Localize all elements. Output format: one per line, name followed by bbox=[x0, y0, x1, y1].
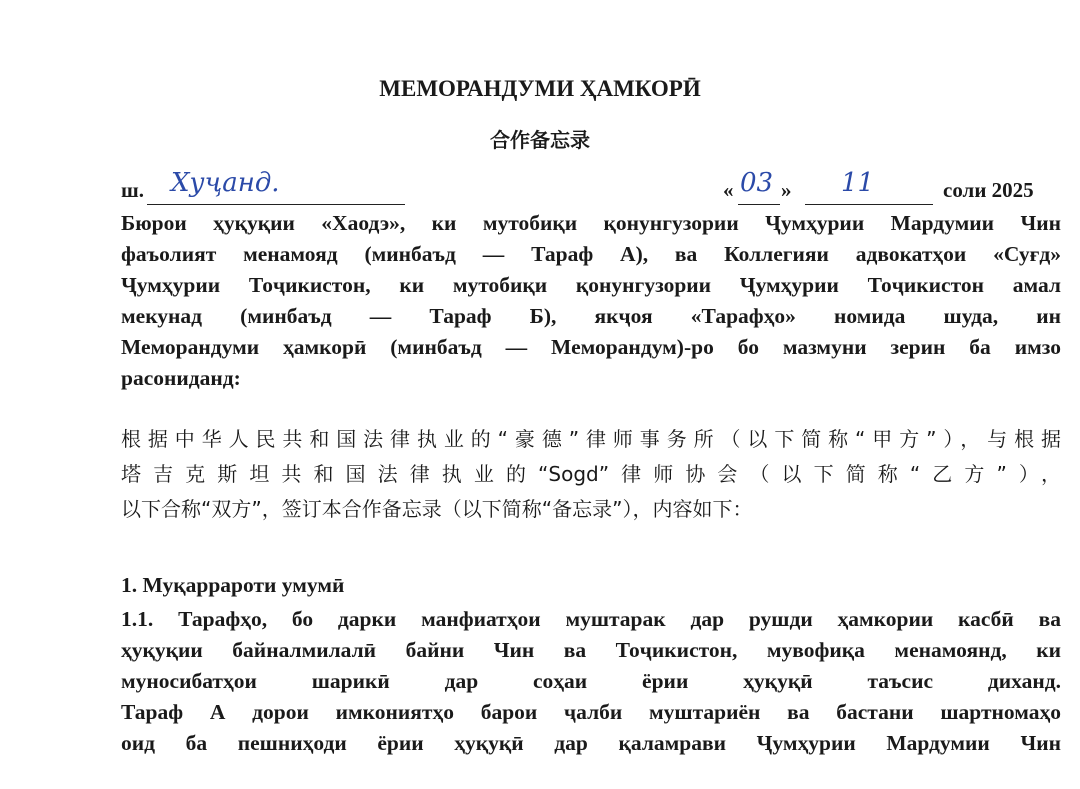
text-line: 1.1. Тарафҳо, бо дарки манфиатҳои муштарак дар рушди ҳамкории касбӣ ва bbox=[121, 607, 1061, 631]
text-line: 根据中华人民共和国法律执业的“豪德”律师事务所（以下简称“甲方”），与根据 bbox=[121, 427, 1061, 451]
intro-chinese bbox=[121, 422, 1061, 527]
text-line: Бюрои ҳуқуқии «Хаодэ», ки мутобиқи қонунгузории Ҷумҳурии Мардумии Чин bbox=[121, 211, 1061, 235]
date-month-field bbox=[805, 168, 933, 205]
place-label: ш. bbox=[121, 178, 144, 202]
text-line: 塔吉克斯坦共和国法律执业的“Sogd”律师协会（以下简称“乙方”）， bbox=[121, 462, 1061, 486]
title-chinese: 合作备忘录 bbox=[490, 128, 590, 152]
date-day-field bbox=[738, 168, 780, 205]
section-1-heading: 1. Муқаррароти умумӣ bbox=[121, 573, 345, 597]
date-close-quote: » bbox=[781, 178, 792, 202]
text-line: расониданд: bbox=[121, 366, 241, 390]
text-line: Тараф А дорои имкониятҳо барои ҷалби муштариён ва бастани шартномаҳо bbox=[121, 700, 1061, 724]
place-date-line bbox=[121, 168, 1080, 208]
date-open-quote: « bbox=[723, 178, 734, 202]
title-tajik: МЕМОРАНДУМИ ҲАМКОРӢ bbox=[379, 76, 701, 101]
place-handwritten: Хуҷанд. bbox=[171, 168, 280, 198]
text-line: оид ба пешниҳоди ёрии ҳуқуқӣ дар қаламрави Ҷумҳурии Мардумии Чин bbox=[121, 731, 1061, 755]
text-line: фаъолият менамояд (минбаъд — Тараф А), ва Коллегияи адвокатҳои «Суғд» bbox=[121, 242, 1061, 266]
section-1-1-text bbox=[121, 604, 1061, 759]
date-month-handwritten: 11 bbox=[841, 168, 875, 198]
text-line: ҳуқуқии байналмилалӣ байни Чин ва Тоҷикистон, мувофиқа менамоянд, ки bbox=[121, 638, 1061, 662]
place-field bbox=[147, 168, 405, 205]
date-year: соли 2025 bbox=[943, 178, 1034, 202]
intro-tajik bbox=[121, 208, 1061, 394]
text-line: Ҷумҳурии Тоҷикистон, ки мутобиқи қонунгузории Ҷумҳурии Тоҷикистон амал bbox=[121, 273, 1061, 297]
text-line: муносибатҳои шарикӣ дар соҳаи ёрии ҳуқуқӣ таъсис диханд. bbox=[121, 669, 1061, 693]
date-day-handwritten: 03 bbox=[740, 168, 774, 198]
text-line: 以下合称“双方”，签订本合作备忘录（以下简称“备忘录”），内容如下： bbox=[121, 497, 753, 521]
text-line: Меморандуми ҳамкорӣ (минбаъд — Меморандум)-ро бо мазмуни зерин ба имзо bbox=[121, 335, 1061, 359]
text-line: мекунад (минбаъд — Тараф Б), якҷоя «Тарафҳо» номида шуда, ин bbox=[121, 304, 1061, 328]
